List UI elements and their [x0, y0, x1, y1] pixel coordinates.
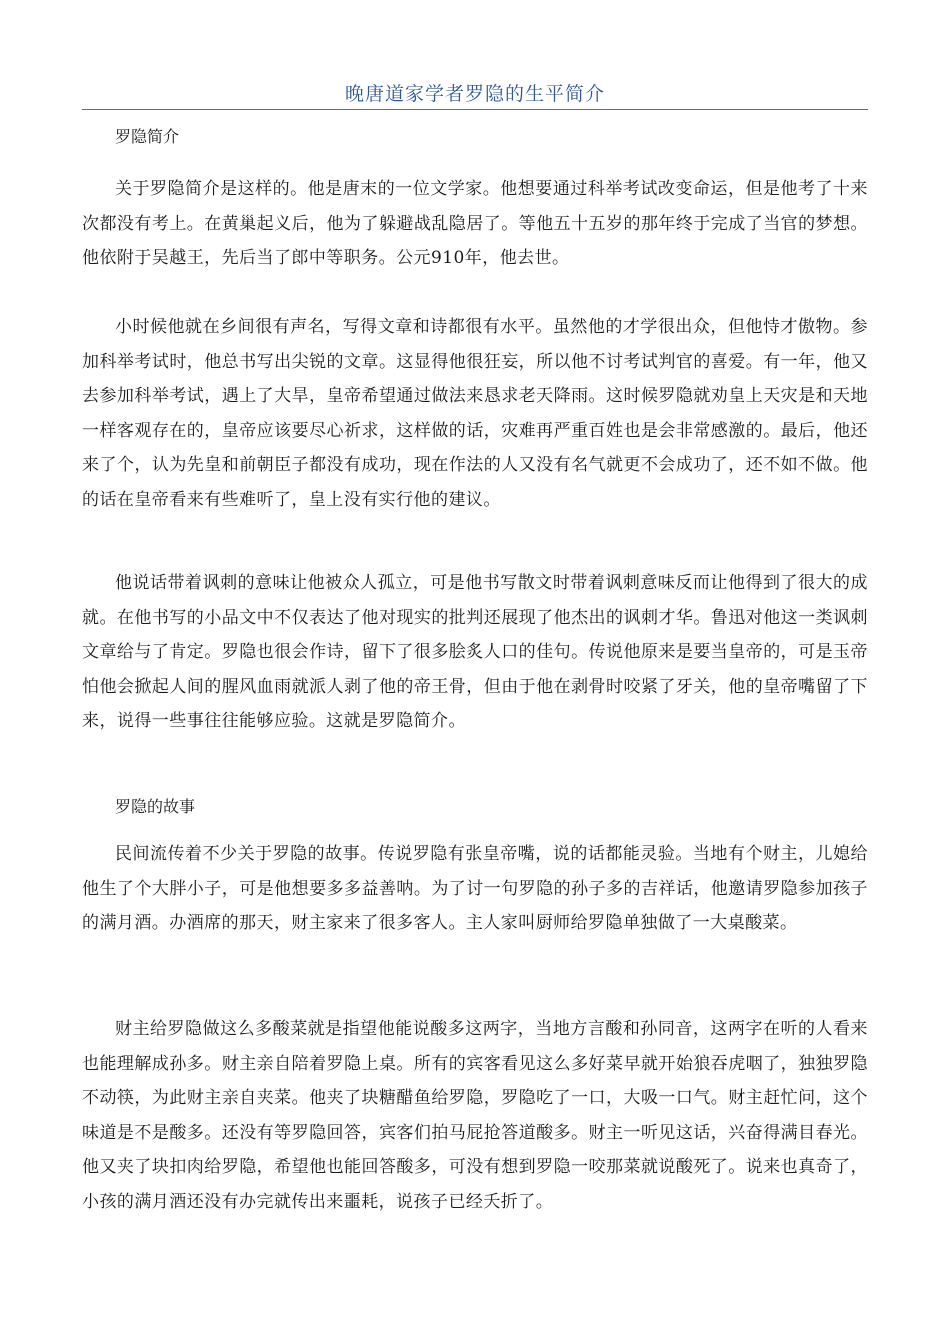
section-heading-luoyin-story: 罗隐的故事	[115, 797, 196, 816]
paragraph-story-2: 财主给罗隐做这么多酸菜就是指望他能说酸多这两字，当地方言酸和孙同音，这两字在听的人看来也能理解成孙多。财主亲自陪着罗隐上桌。所有的宾客看见这么多好菜早就开始狼吞虎咽了，独独罗隐不动筷，为此财主亲自夹菜。他夹了块糖醋鱼给罗隐，罗隐吃了一口，大吸一口气。财主赶忙问，这个味道是不是酸多。还没有等罗隐回答，宾客们拍马屁抢答道酸多。财主一听见这话，兴奋得满目春光。他又夹了块扣肉给罗隐，希望他也能回答酸多，可没有想到罗隐一咬那菜就说酸死了。说来也真奇了，小孩的满月酒还没有办完就传出来噩耗，说孩子已经夭折了。	[82, 1019, 868, 1212]
paragraph-intro-3: 他说话带着讽刺的意味让他被众人孤立，可是他书写散文时带着讽刺意味反而让他得到了很大的成就。在他书写的小品文中不仅表达了他对现实的批判还展现了他杰出的讽刺才华。鲁迅对他这一类讽刺文章给与了肯定。罗隐也很会作诗，留下了很多脍炙人口的佳句。传说他原来是要当皇帝的，可是玉帝怕他会掀起人间的腥风血雨就派人剥了他的帝王骨，但由于他在剥骨时咬紧了牙关，他的皇帝嘴留了下来，说得一些事往往能够应验。这就是罗隐简介。	[82, 573, 868, 731]
section-heading-luoyin-intro: 罗隐简介	[115, 127, 180, 146]
document-title: 晚唐道家学者罗隐的生平简介	[344, 83, 605, 105]
paragraph-intro-2: 小时候他就在乡间很有声名，写得文章和诗都很有水平。虽然他的才学很出众，但他恃才傲物。参加科举考试时，他总书写出尖锐的文章。这显得他很狂妄，所以他不讨考试判官的喜爱。有一年，他又去参加科举考试，遇上了大旱，皇帝希望通过做法来恳求老天降雨。这时候罗隐就劝皇上天灾是和天地一样客观存在的，皇帝应该要尽心祈求，这样做的话，灾难再严重百姓也是会非常感激的。最后，他还来了个，认为先皇和前朝臣子都没有成功，现在作法的人又没有名气就更不会成功了，还不如不做。他的话在皇帝看来有些难听了，皇上没有实行他的建议。	[82, 317, 868, 510]
paragraph-intro-1: 关于罗隐简介是这样的。他是唐末的一位文学家。他想要通过科举考试改变命运，但是他考了十来次都没有考上。在黄巢起义后，他为了躲避战乱隐居了。等他五十五岁的那年终于完成了当官的梦想。他依附于吴越王，先后当了郎中等职务。公元910年，他去世。	[82, 179, 868, 268]
title-underline-divider	[82, 109, 868, 110]
paragraph-story-1: 民间流传着不少关于罗隐的故事。传说罗隐有张皇帝嘴，说的话都能灵验。当地有个财主，儿媳给他生了个大胖小子，可是他想要多多益善呐。为了讨一句罗隐的孙子多的吉祥话，他邀请罗隐参加孩子的满月酒。办酒席的那天，财主家来了很多客人。主人家叫厨师给罗隐单独做了一大桌酸菜。	[82, 844, 868, 933]
